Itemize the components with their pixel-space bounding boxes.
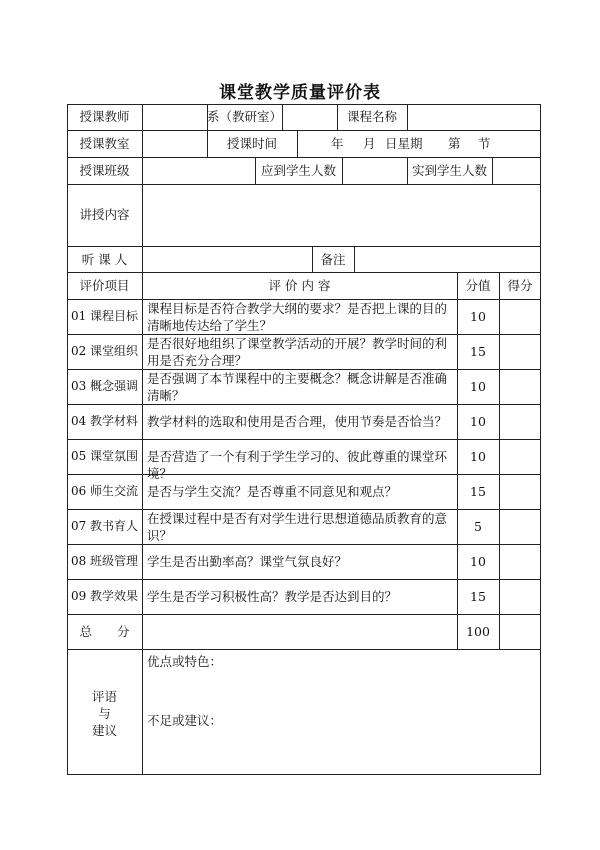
col-line bbox=[342, 157, 343, 184]
item-name: 03 概念强调 bbox=[70, 379, 139, 393]
date-period: 第 bbox=[448, 136, 461, 151]
content-label: 讲授内容 bbox=[79, 207, 130, 222]
col-line bbox=[540, 104, 541, 775]
item-score: 5 bbox=[474, 519, 482, 534]
col-line bbox=[67, 104, 68, 775]
row-line bbox=[67, 774, 541, 775]
item-name: 01 课程目标 bbox=[70, 309, 139, 323]
time-label: 授课时间 bbox=[226, 136, 277, 151]
item-desc: 学生是否出勤率高？课堂气氛良好？ bbox=[147, 554, 348, 569]
comments-label-3: 建议 bbox=[91, 723, 117, 738]
item-desc: 是否与学生交流？是否尊重不同意见和观点？ bbox=[147, 484, 398, 499]
item-score: 10 bbox=[470, 414, 486, 429]
row-line bbox=[67, 614, 541, 615]
item-name: 04 教学材料 bbox=[70, 414, 139, 428]
total-score: 100 bbox=[466, 624, 490, 639]
col-line bbox=[354, 246, 355, 272]
row-line bbox=[67, 130, 541, 131]
item-score: 10 bbox=[470, 449, 486, 464]
row-line bbox=[67, 157, 541, 158]
col-header-got: 得分 bbox=[507, 278, 533, 293]
item-desc: 教学材料的选取和使用是否合理，使用节奏是否恰当？ bbox=[147, 414, 448, 429]
col-line bbox=[492, 157, 493, 184]
item-score: 15 bbox=[470, 589, 486, 604]
row-line bbox=[67, 404, 541, 405]
item-desc: 是否很好地组织了课堂教学活动的开展？教学时间的利用是否充分合理？ bbox=[147, 336, 448, 368]
row-line bbox=[67, 439, 541, 440]
row-line bbox=[67, 104, 541, 105]
item-score: 15 bbox=[470, 484, 486, 499]
remark-label: 备注 bbox=[320, 252, 346, 267]
col-line bbox=[142, 184, 143, 246]
expected-count-label: 应到学生人数 bbox=[260, 163, 336, 178]
evaluation-form bbox=[67, 104, 541, 775]
class-label: 授课班级 bbox=[79, 163, 130, 178]
col-line bbox=[142, 130, 143, 157]
item-desc: 是否强调了本节课程中的主要概念？概念讲解是否准确清晰？ bbox=[147, 371, 448, 403]
listener-label: 听 课 人 bbox=[81, 252, 128, 267]
course-label: 课程名称 bbox=[346, 109, 397, 124]
actual-count-label: 实到学生人数 bbox=[411, 163, 487, 178]
row-line bbox=[67, 184, 541, 185]
col-header-score: 分值 bbox=[465, 278, 491, 293]
col-line bbox=[142, 272, 143, 774]
item-score: 10 bbox=[470, 554, 486, 569]
page-title: 课堂教学质量评价表 bbox=[219, 83, 381, 103]
col-line bbox=[499, 272, 500, 649]
col-line bbox=[142, 104, 143, 130]
col-line bbox=[282, 104, 283, 130]
comments-label-1: 评语 bbox=[91, 689, 117, 704]
row-line bbox=[67, 544, 541, 545]
item-name: 08 班级管理 bbox=[70, 554, 139, 568]
item-name: 06 师生交流 bbox=[70, 484, 139, 498]
col-line bbox=[407, 104, 408, 130]
teacher-label: 授课教师 bbox=[79, 109, 130, 124]
col-line bbox=[142, 246, 143, 272]
item-score: 10 bbox=[470, 309, 486, 324]
item-desc: 是否营造了一个有利于学生学习的、彼此尊重的课堂环境？ bbox=[147, 449, 448, 481]
row-line bbox=[67, 246, 541, 247]
date-section: 节 bbox=[478, 136, 491, 151]
row-line bbox=[67, 272, 541, 273]
item-desc: 课程目标是否符合教学大纲的要求？是否把上课的目的清晰地传达给了学生？ bbox=[147, 301, 448, 333]
date-month: 月 bbox=[363, 136, 376, 151]
item-name: 05 课堂氛围 bbox=[70, 449, 139, 463]
comments-label-2: 与 bbox=[98, 706, 111, 721]
room-label: 授课教室 bbox=[79, 136, 130, 151]
col-line bbox=[142, 157, 143, 184]
row-line bbox=[67, 649, 541, 650]
col-header-item: 评价项目 bbox=[79, 278, 130, 293]
item-desc: 在授课过程中是否有对学生进行思想道德品质教育的意识？ bbox=[147, 511, 448, 543]
date-year: 年 bbox=[331, 136, 344, 151]
item-score: 15 bbox=[470, 344, 486, 359]
suggestions-label: 不足或建议： bbox=[147, 713, 223, 728]
item-desc: 学生是否学习积极性高？教学是否达到目的？ bbox=[147, 589, 398, 604]
total-label: 总 分 bbox=[79, 624, 130, 639]
row-line bbox=[67, 579, 541, 580]
dept-label: 系（教研室） bbox=[207, 109, 283, 124]
merits-label: 优点或特色： bbox=[147, 654, 223, 669]
item-score: 10 bbox=[470, 379, 486, 394]
item-name: 09 教学效果 bbox=[70, 589, 139, 603]
date-weekday: 日星期 bbox=[385, 136, 423, 151]
col-line bbox=[297, 130, 298, 157]
item-name: 07 教书育人 bbox=[70, 519, 139, 533]
col-header-content: 评 价 内 容 bbox=[268, 278, 331, 293]
item-name: 02 课堂组织 bbox=[70, 344, 139, 358]
